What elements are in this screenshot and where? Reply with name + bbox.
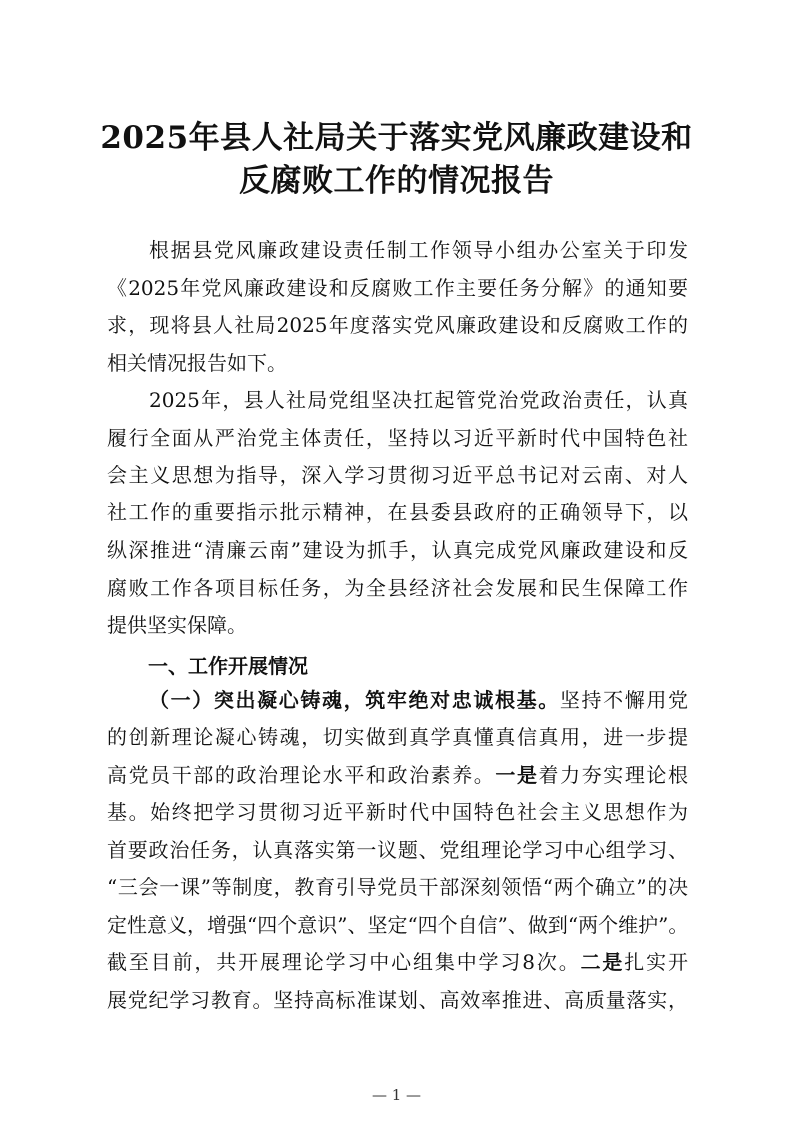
text-line: 腐败工作各项目标任务，为全县经济社会发展和民生保障工作 <box>107 576 688 600</box>
text-line: 2025年，县人社局党组坚决扛起管党治党政治责任，认真 <box>149 388 688 412</box>
text-line: 根据县党风廉政建设责任制工作领导小组办公室关于印发 <box>149 238 688 262</box>
title-line-2: 反腐败工作的情况报告 <box>239 163 554 199</box>
page-number: — 1 — <box>371 1086 422 1104</box>
text-line: “三会一课”等制度，教育引导党员干部深刻领悟“两个确立”的决 <box>107 875 688 899</box>
text-line: 纵深推进“清廉云南”建设为抓手，认真完成党风廉政建设和反 <box>107 538 688 562</box>
text-span: 着力夯实理论根 <box>538 763 689 787</box>
text-line: 展党纪学习教育。坚持高标准谋划、高效率推进、高质量落实， <box>107 988 688 1012</box>
text-span: 扎实开 <box>624 950 689 974</box>
text-line: 求，现将县人社局2025年度落实党风廉政建设和反腐败工作的 <box>107 313 688 337</box>
text-span: 高党员干部的政治理论水平和政治素养。 <box>107 763 496 787</box>
text-line: 《2025年党风廉政建设和反腐败工作主要任务分解》的通知要 <box>107 276 688 300</box>
emphasis: 一是 <box>495 763 539 787</box>
text-line: 定性意义，增强“四个意识”、坚定“四个自信”、做到“两个维护”。 <box>107 913 689 937</box>
text-line: 社工作的重要指示批示精神，在县委县政府的正确领导下，以 <box>107 500 688 524</box>
text-line <box>107 950 688 974</box>
text-line: 履行全面从严治党主体责任，坚持以习近平新时代中国特色社 <box>107 426 688 450</box>
title-line-1: 2025年县人社局关于落实党风廉政建设和 <box>100 120 693 156</box>
text-line: 提供坚实保障。 <box>107 613 247 637</box>
section-heading: 一、工作开展情况 <box>148 654 308 678</box>
text-span: 截至目前，共开展理论学习中心组集中学习8次。 <box>107 950 581 974</box>
text-line: 会主义思想为指导，深入学习贯彻习近平总书记对云南、对人 <box>107 463 688 487</box>
emphasis: 二是 <box>580 950 625 974</box>
text-line <box>107 763 688 787</box>
text-line: 的创新理论凝心铸魂，切实做到真学真懂真信真用，进一步提 <box>107 725 688 749</box>
text-line: 首要政治任务，认真落实第一议题、党组理论学习中心组学习、 <box>107 838 688 862</box>
text-span: 坚持不懈用党 <box>559 688 688 712</box>
subheading: （一）突出凝心铸魂，筑牢绝对忠诚根基。 <box>149 688 560 712</box>
text-line: 相关情况报告如下。 <box>107 351 287 375</box>
text-line: 基。始终把学习贯彻习近平新时代中国特色社会主义思想作为 <box>107 800 688 824</box>
text-line <box>149 688 688 712</box>
